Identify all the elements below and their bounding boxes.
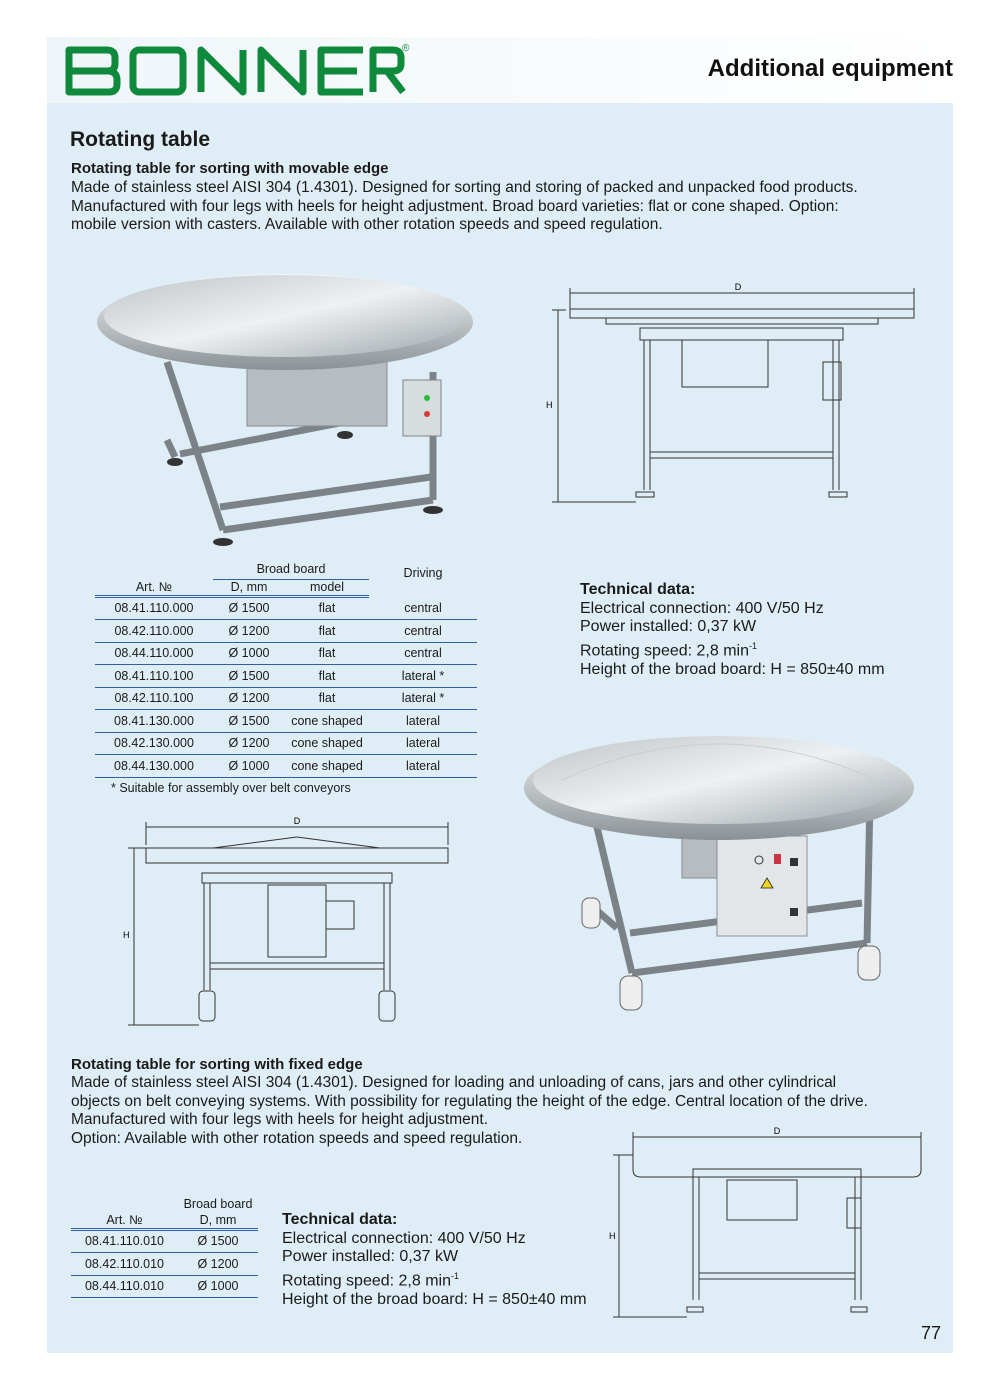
drawing-label-d: D	[734, 282, 742, 292]
drawing-label-d: D	[773, 1126, 781, 1136]
table-footnote: * Suitable for assembly over belt conveyors	[111, 781, 351, 795]
table-row	[95, 596, 477, 620]
cell-art: 08.44.110.000	[95, 642, 213, 665]
cell-d: Ø 1200	[213, 732, 285, 755]
table-row	[95, 620, 477, 643]
page-number: 77	[920, 1323, 941, 1343]
movable-tech-data: Technical data: Electrical connection: 400 V/50 Hz Power installed: 0,37 kW Rotating speed: 2,8 $\min^{-1}$ Height of the broad board: H = 850±40 mm	[580, 581, 885, 678]
cell-driving: lateral	[369, 732, 477, 755]
cell-d: Ø 1500	[213, 596, 285, 620]
col-d: D, mm	[213, 579, 285, 596]
cell-d: Ø 1200	[213, 687, 285, 710]
drawing-label-h: H	[546, 400, 553, 410]
cell-art: 08.41.110.010	[71, 1229, 178, 1253]
cell-driving: lateral	[369, 710, 477, 733]
fixed-tech-data: Technical data: Electrical connection: 400 V/50 Hz Power installed: 0,37 kW Rotating speed: 2,8 $\min^{-1}$ Height of the broad board: H = 850±40 mm	[282, 1211, 587, 1308]
movable-article-table	[95, 560, 477, 778]
cell-model: flat	[285, 596, 369, 620]
cell-d: Ø 1000	[213, 755, 285, 778]
page-title: Rotating table	[70, 128, 210, 151]
cone-table-drawing	[118, 815, 463, 1030]
table-row	[71, 1229, 258, 1253]
cell-model: flat	[285, 665, 369, 688]
cell-driving: central	[369, 642, 477, 665]
cell-d: Ø 1200	[178, 1253, 258, 1276]
bonner-logo	[63, 40, 408, 102]
cell-driving: central	[369, 596, 477, 620]
cell-driving: central	[369, 620, 477, 643]
cell-art: 08.42.110.000	[95, 620, 213, 643]
cell-d: Ø 1200	[213, 620, 285, 643]
cell-art: 08.41.110.000	[95, 596, 213, 620]
cell-model: flat	[285, 620, 369, 643]
cell-d: Ø 1500	[213, 710, 285, 733]
col-art: Art. №	[71, 1212, 178, 1229]
col-broad-board: Broad board	[213, 560, 369, 579]
col-d: D, mm	[178, 1212, 258, 1229]
fixed-description: Made of stainless steel AISI 304 (1.4301). Designed for loading and unloading of cans, jars and other cylindrical objects on belt conveying systems. With possibility for regulating the height of the edge. Central location of the drive. Manufactured with four legs with heels for height adjustment. Option: Available with other rotation speeds and speed regulation.	[71, 1074, 868, 1147]
drawing-label-h: H	[123, 930, 130, 940]
cell-d: Ø 1500	[178, 1229, 258, 1253]
cell-driving: lateral *	[369, 665, 477, 688]
col-driving: Driving	[403, 566, 443, 580]
cell-art: 08.41.110.100	[95, 665, 213, 688]
cell-art: 08.41.130.000	[95, 710, 213, 733]
col-model: model	[285, 579, 369, 596]
fixed-table-drawing	[605, 1125, 930, 1325]
table-row	[95, 732, 477, 755]
table-row	[95, 755, 477, 778]
registered-mark: ®	[402, 43, 410, 54]
cell-d: Ø 1000	[213, 642, 285, 665]
col-art: Art. №	[95, 579, 213, 596]
cell-model: flat	[285, 642, 369, 665]
table-row	[95, 642, 477, 665]
drawing-label-d: D	[293, 816, 301, 826]
cell-driving: lateral *	[369, 687, 477, 710]
flat-table-drawing	[540, 280, 925, 510]
drawing-label-h: H	[609, 1231, 616, 1241]
cell-art: 08.44.130.000	[95, 755, 213, 778]
cell-model: cone shaped	[285, 710, 369, 733]
cell-art: 08.44.110.010	[71, 1275, 178, 1298]
fixed-heading: Rotating table for sorting with fixed edge	[71, 1056, 363, 1073]
cell-d: Ø 1500	[213, 665, 285, 688]
table-row	[95, 710, 477, 733]
table-row	[95, 665, 477, 688]
col-broad-board: Broad board	[183, 1196, 253, 1211]
cell-model: flat	[285, 687, 369, 710]
section-title: Additional equipment	[707, 55, 953, 82]
cell-art: 08.42.110.010	[71, 1253, 178, 1276]
movable-description: Made of stainless steel AISI 304 (1.4301). Designed for sorting and storing of packed and unpacked food products. Manufactured with four legs with heels for height adjustment. Broad board varieties: flat or cone shaped. Option: mobile version with casters. Available with other rotation speeds and speed regulation.	[71, 179, 858, 233]
fixed-article-table	[71, 1195, 258, 1298]
cell-d: Ø 1000	[178, 1275, 258, 1298]
flat-table-photo	[95, 262, 490, 552]
cone-table-photo	[522, 718, 922, 1028]
table-row	[71, 1275, 258, 1298]
cell-art: 08.42.110.100	[95, 687, 213, 710]
cell-art: 08.42.130.000	[95, 732, 213, 755]
cell-model: cone shaped	[285, 732, 369, 755]
movable-heading: Rotating table for sorting with movable edge	[71, 160, 389, 177]
cell-model: cone shaped	[285, 755, 369, 778]
table-row	[95, 687, 477, 710]
table-row	[71, 1253, 258, 1276]
cell-driving: lateral	[369, 755, 477, 778]
